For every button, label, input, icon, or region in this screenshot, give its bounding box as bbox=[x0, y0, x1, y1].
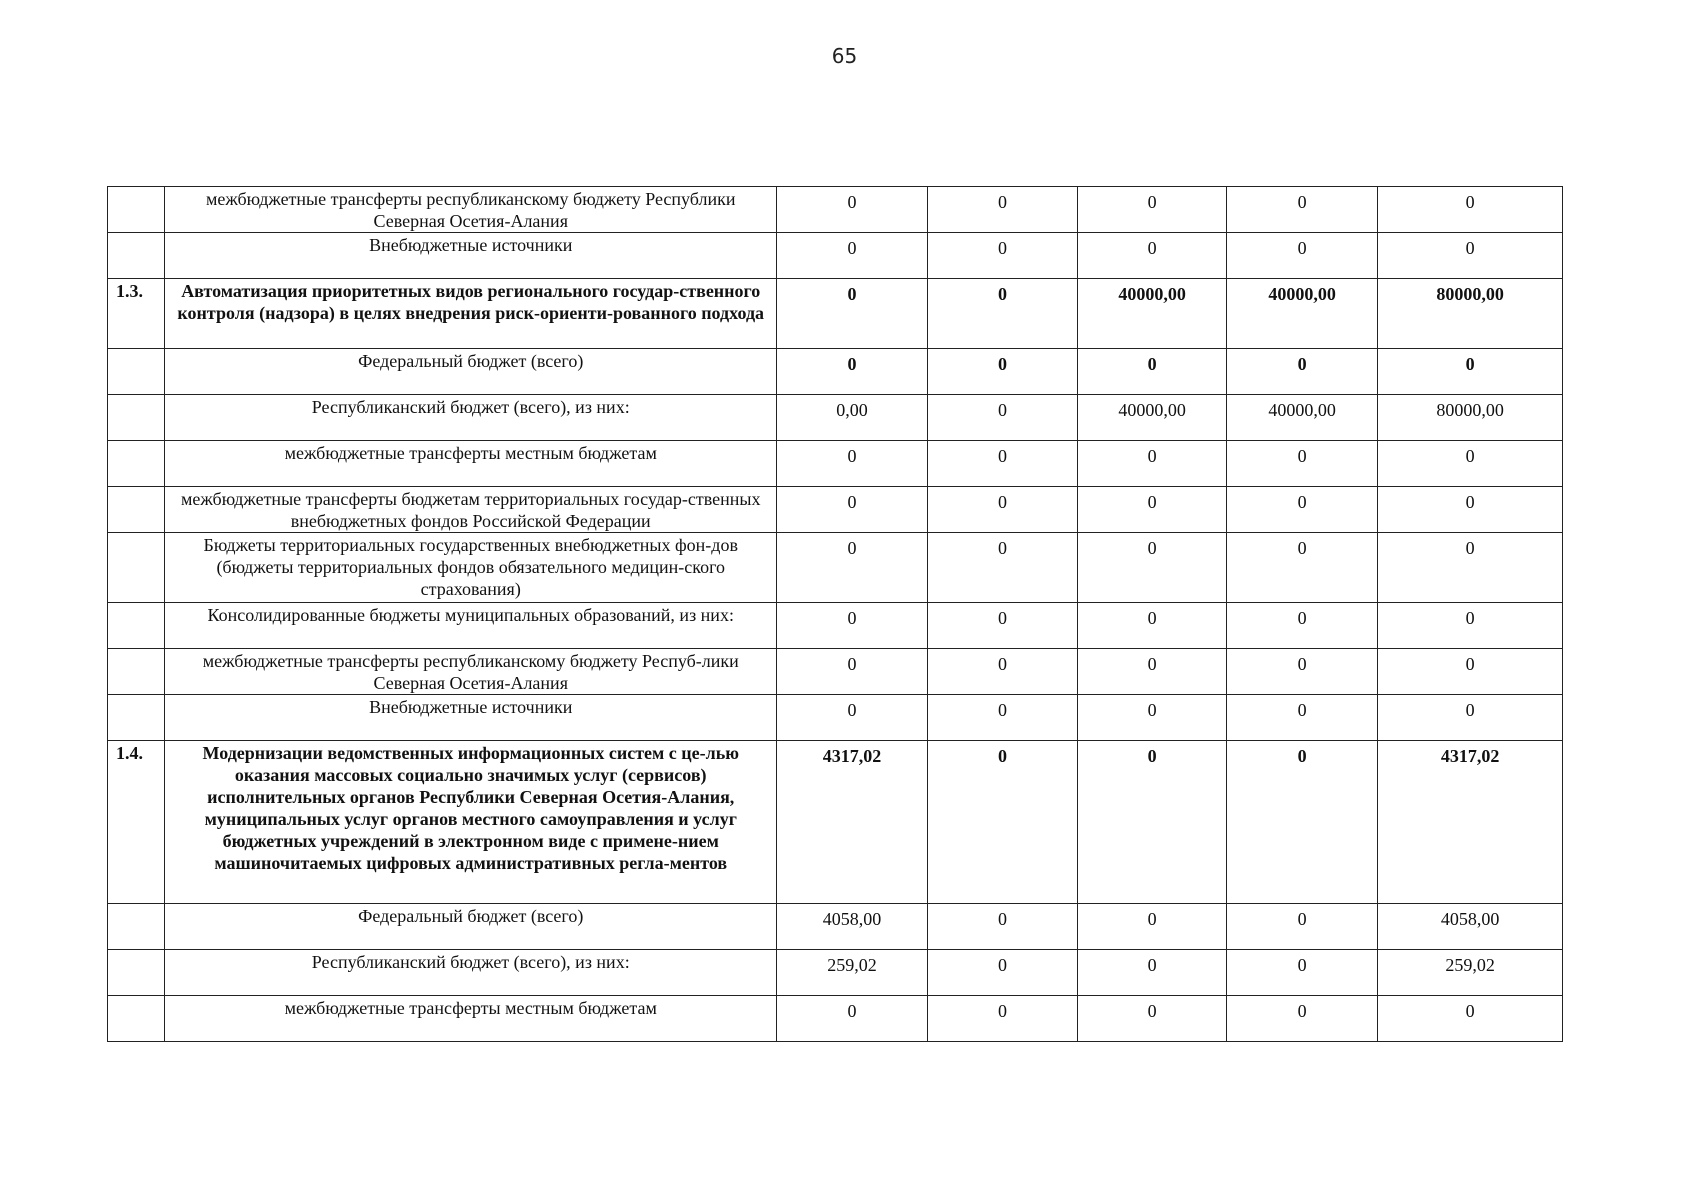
table-row bbox=[108, 741, 1563, 904]
row-number bbox=[108, 487, 165, 533]
value-cell: 0 bbox=[927, 904, 1078, 950]
value-cell: 0 bbox=[1226, 649, 1378, 695]
row-name: Автоматизация приоритетных видов регионального государ-ственного контроля (надзора) в целях внедрения риск-ориенти-рованного подхода bbox=[165, 279, 777, 349]
value-cell: 4058,00 bbox=[777, 904, 928, 950]
row-name: Бюджеты территориальных государственных внебюджетных фон-дов (бюджеты территориальных фондов обязательного медицин-ского страхования) bbox=[165, 533, 777, 603]
table-row bbox=[108, 904, 1563, 950]
value-cell: 0 bbox=[777, 533, 928, 603]
value-cell: 0 bbox=[1226, 996, 1378, 1042]
value-cell: 0 bbox=[777, 996, 928, 1042]
row-name: Федеральный бюджет (всего) bbox=[165, 349, 777, 395]
value-cell: 0 bbox=[1378, 233, 1563, 279]
value-cell: 0 bbox=[777, 603, 928, 649]
value-cell: 0 bbox=[777, 487, 928, 533]
value-cell: 0 bbox=[927, 649, 1078, 695]
value-cell: 0 bbox=[1078, 187, 1227, 233]
value-cell: 0 bbox=[1078, 533, 1227, 603]
value-cell: 0 bbox=[927, 441, 1078, 487]
table-row bbox=[108, 187, 1563, 233]
value-cell: 40000,00 bbox=[1078, 395, 1227, 441]
row-number bbox=[108, 395, 165, 441]
value-cell: 0 bbox=[1378, 349, 1563, 395]
row-name: Республиканский бюджет (всего), из них: bbox=[165, 950, 777, 996]
value-cell: 0 bbox=[1078, 233, 1227, 279]
row-name: межбюджетные трансферты местным бюджетам bbox=[165, 441, 777, 487]
value-cell: 0 bbox=[1078, 487, 1227, 533]
row-name: Консолидированные бюджеты муниципальных образований, из них: bbox=[165, 603, 777, 649]
row-name: Внебюджетные источники bbox=[165, 695, 777, 741]
row-name: межбюджетные трансферты местным бюджетам bbox=[165, 996, 777, 1042]
value-cell: 0 bbox=[1226, 187, 1378, 233]
value-cell: 0 bbox=[1226, 603, 1378, 649]
value-cell: 0 bbox=[1226, 487, 1378, 533]
budget-table bbox=[107, 186, 1563, 1042]
value-cell: 0 bbox=[1378, 695, 1563, 741]
table-row bbox=[108, 533, 1563, 603]
table-row bbox=[108, 279, 1563, 349]
value-cell: 0 bbox=[1378, 533, 1563, 603]
row-number bbox=[108, 233, 165, 279]
value-cell: 4317,02 bbox=[777, 741, 928, 904]
row-number bbox=[108, 603, 165, 649]
value-cell: 0 bbox=[777, 279, 928, 349]
value-cell: 0 bbox=[1078, 603, 1227, 649]
table-row bbox=[108, 950, 1563, 996]
value-cell: 0 bbox=[1226, 233, 1378, 279]
value-cell: 0 bbox=[927, 996, 1078, 1042]
value-cell: 0 bbox=[1378, 996, 1563, 1042]
value-cell: 0 bbox=[1078, 950, 1227, 996]
value-cell: 0 bbox=[777, 187, 928, 233]
value-cell: 0 bbox=[927, 741, 1078, 904]
row-name: Модернизации ведомственных информационных систем с це-лью оказания массовых социально значимых услуг (сервисов) исполнительных органов Республики Северная Осетия-Алания, муниципальных услуг органов местного самоуправления и услуг бюджетных учреждений в электронном виде с примене-нием машиночитаемых цифровых административных регла-ментов bbox=[165, 741, 777, 904]
value-cell: 40000,00 bbox=[1226, 279, 1378, 349]
table-row bbox=[108, 695, 1563, 741]
table-row bbox=[108, 441, 1563, 487]
row-name: Республиканский бюджет (всего), из них: bbox=[165, 395, 777, 441]
value-cell: 0 bbox=[777, 441, 928, 487]
value-cell: 0 bbox=[927, 187, 1078, 233]
value-cell: 259,02 bbox=[1378, 950, 1563, 996]
value-cell: 40000,00 bbox=[1226, 395, 1378, 441]
value-cell: 0 bbox=[1078, 349, 1227, 395]
row-number bbox=[108, 441, 165, 487]
value-cell: 0 bbox=[1226, 950, 1378, 996]
row-name: межбюджетные трансферты бюджетам территориальных государ-ственных внебюджетных фондов Российской Федерации bbox=[165, 487, 777, 533]
row-name: Федеральный бюджет (всего) bbox=[165, 904, 777, 950]
row-number bbox=[108, 950, 165, 996]
row-number bbox=[108, 649, 165, 695]
value-cell: 80000,00 bbox=[1378, 279, 1563, 349]
row-number bbox=[108, 695, 165, 741]
value-cell: 0 bbox=[927, 603, 1078, 649]
value-cell: 0 bbox=[1078, 695, 1227, 741]
value-cell: 0 bbox=[1378, 603, 1563, 649]
value-cell: 0 bbox=[927, 695, 1078, 741]
row-name: Внебюджетные источники bbox=[165, 233, 777, 279]
table-row bbox=[108, 487, 1563, 533]
value-cell: 0 bbox=[1078, 649, 1227, 695]
row-number bbox=[108, 533, 165, 603]
row-number: 1.3. bbox=[108, 279, 165, 349]
value-cell: 0 bbox=[1226, 349, 1378, 395]
value-cell: 259,02 bbox=[777, 950, 928, 996]
row-number bbox=[108, 187, 165, 233]
value-cell: 80000,00 bbox=[1378, 395, 1563, 441]
row-number bbox=[108, 996, 165, 1042]
row-number bbox=[108, 904, 165, 950]
value-cell: 0 bbox=[927, 950, 1078, 996]
table-row bbox=[108, 603, 1563, 649]
value-cell: 0 bbox=[1226, 695, 1378, 741]
value-cell: 0 bbox=[1378, 487, 1563, 533]
value-cell: 0 bbox=[927, 395, 1078, 441]
value-cell: 0 bbox=[1078, 904, 1227, 950]
value-cell: 0 bbox=[777, 349, 928, 395]
value-cell: 0 bbox=[927, 487, 1078, 533]
row-number: 1.4. bbox=[108, 741, 165, 904]
value-cell: 0 bbox=[1078, 996, 1227, 1042]
table-row bbox=[108, 649, 1563, 695]
value-cell: 0 bbox=[777, 695, 928, 741]
row-number bbox=[108, 349, 165, 395]
value-cell: 0 bbox=[1378, 187, 1563, 233]
value-cell: 0 bbox=[927, 279, 1078, 349]
value-cell: 0 bbox=[1226, 533, 1378, 603]
value-cell: 0 bbox=[927, 349, 1078, 395]
row-name: межбюджетные трансферты республиканскому бюджету Республики Северная Осетия-Алания bbox=[165, 187, 777, 233]
value-cell: 0 bbox=[1078, 741, 1227, 904]
value-cell: 0 bbox=[1226, 441, 1378, 487]
table-row bbox=[108, 395, 1563, 441]
value-cell: 0 bbox=[927, 233, 1078, 279]
value-cell: 4058,00 bbox=[1378, 904, 1563, 950]
table-row bbox=[108, 349, 1563, 395]
value-cell: 0 bbox=[1378, 649, 1563, 695]
page-number: 65 bbox=[831, 44, 858, 68]
value-cell: 40000,00 bbox=[1078, 279, 1227, 349]
table-row bbox=[108, 233, 1563, 279]
value-cell: 0 bbox=[1078, 441, 1227, 487]
value-cell: 0 bbox=[777, 649, 928, 695]
value-cell: 0 bbox=[777, 233, 928, 279]
value-cell: 0 bbox=[1378, 441, 1563, 487]
value-cell: 0 bbox=[1226, 904, 1378, 950]
value-cell: 0 bbox=[927, 533, 1078, 603]
value-cell: 0 bbox=[1226, 741, 1378, 904]
value-cell: 4317,02 bbox=[1378, 741, 1563, 904]
table-row bbox=[108, 996, 1563, 1042]
value-cell: 0,00 bbox=[777, 395, 928, 441]
row-name: межбюджетные трансферты республиканскому бюджету Респуб-лики Северная Осетия-Алания bbox=[165, 649, 777, 695]
